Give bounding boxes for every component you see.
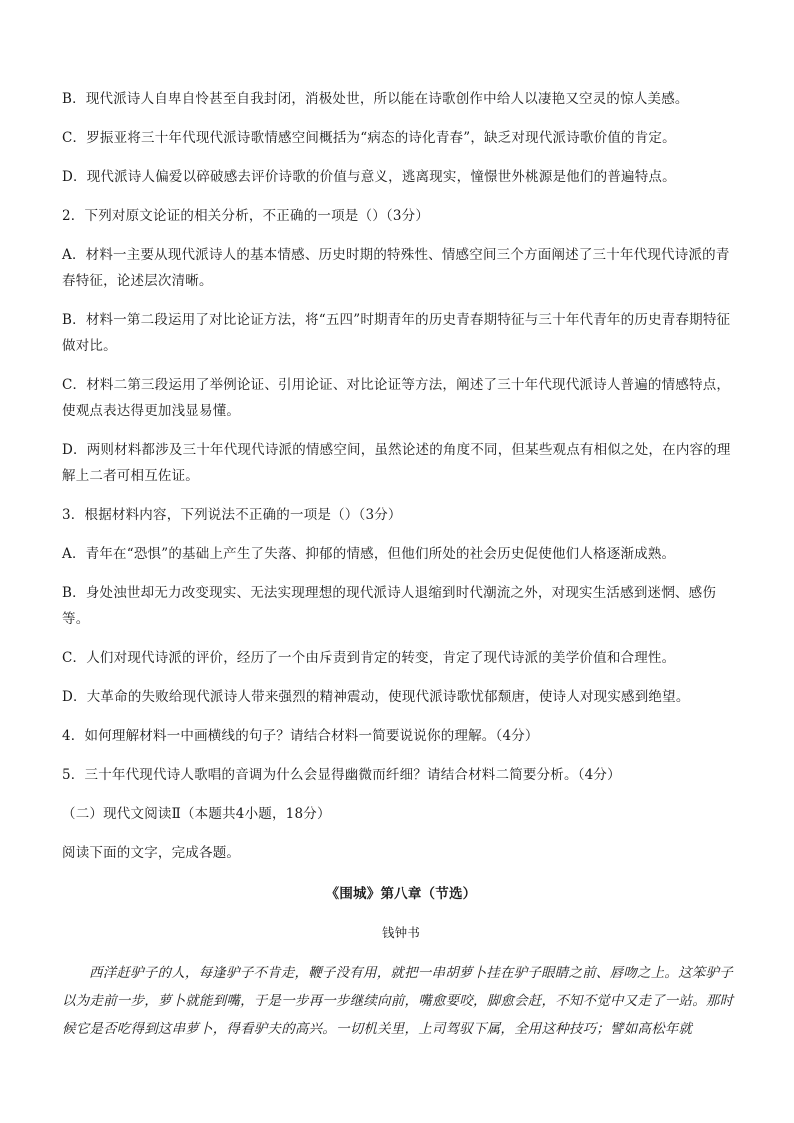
option-3c: C．人们对现代诗派的评价，经历了一个由斥责到肯定的转变，肯定了现代诗派的美学价值和合理性。: [62, 650, 676, 666]
option-3d: D．大革命的失败给现代派诗人带来强烈的精神震动，使现代派诗歌忧郁颓唐，使诗人对现实感到绝望。: [62, 689, 690, 705]
question-3: 3．根据材料内容，下列说法不正确的一项是（）（3分）: [62, 507, 402, 523]
option-2d: D．两则材料都涉及三十年代现代诗派的情感空间，虽然论述的角度不同，但某些观点有相似之处，在内容的理解上二者可相互佐证。: [62, 442, 731, 484]
option-2b: B．材料一第二段运用了对比论证方法，将“五四”时期青年的历史青春期特征与三十年代青年的历史青春期特征做对比。: [62, 312, 731, 354]
option-2c: C．材料二第三段运用了举例论证、引用论证、对比论证等方法，阐述了三十年代现代派诗人普遍的情感特点，使观点表达得更加浅显易懂。: [62, 377, 731, 419]
passage-title: 《围城》第八章（节选）: [325, 886, 477, 902]
question-2: 2．下列对原文论证的相关分析，不正确的一项是（）（3分）: [62, 208, 430, 224]
option-1d: D．现代派诗人偏爱以碎破感去评价诗歌的价值与意义，逃离现实，憧憬世外桃源是他们的普遍特点。: [62, 169, 676, 185]
option-2a: A．材料一主要从现代派诗人的基本情感、历史时期的特殊性、情感空间三个方面阐述了三十年代现代诗派的青春特征，论述层次清晰。: [62, 247, 730, 289]
passage-author: 钱钟书: [381, 925, 421, 940]
reading-instruction: 阅读下面的文字，完成各题。: [62, 845, 241, 861]
passage-text: 西洋赶驴子的人，每逢驴子不肯走，鞭子没有用，就把一串胡萝卜挂在驴子眼睛之前、唇吻之上。这笨驴子以为走前一步，萝卜就能到嘴，于是一步再一步继续向前，嘴愈要咬，脚愈会赶，不知不觉中又走了一站。那时候它是否吃得到这串萝卜，得看驴夫的高兴。一切机关里，上司驾驭下属，全用这种技巧；譬如高松年就: [62, 965, 734, 1037]
document-page: [62, 86, 740, 1043]
question-5: 5．三十年代现代诗人歌唱的音调为什么会显得幽微而纤细？请结合材料二简要分析。（4分）: [62, 767, 621, 783]
option-1c: C．罗振亚将三十年代现代派诗歌情感空间概括为“病态的诗化青春”，缺乏对现代派诗歌价值的肯定。: [62, 130, 676, 146]
question-4: 4．如何理解材料一中画横线的句子？请结合材料一简要说说你的理解。（4分）: [62, 728, 539, 744]
section-heading: （二）现代文阅读Ⅱ（本题共4小题，18分）: [62, 806, 331, 822]
option-1b: B．现代派诗人自卑自怜甚至自我封闭，消极处世，所以能在诗歌创作中给人以凄艳又空灵的惊人美感。: [62, 91, 689, 107]
option-3a: A．青年在“恐惧”的基础上产生了失落、抑郁的情感，但他们所处的社会历史促使他们人格逐渐成熟。: [62, 546, 676, 562]
option-3b: B．身处浊世却无力改变现实、无法实现理想的现代派诗人退缩到时代潮流之外，对现实生活感到迷惘、感伤等。: [62, 585, 717, 627]
